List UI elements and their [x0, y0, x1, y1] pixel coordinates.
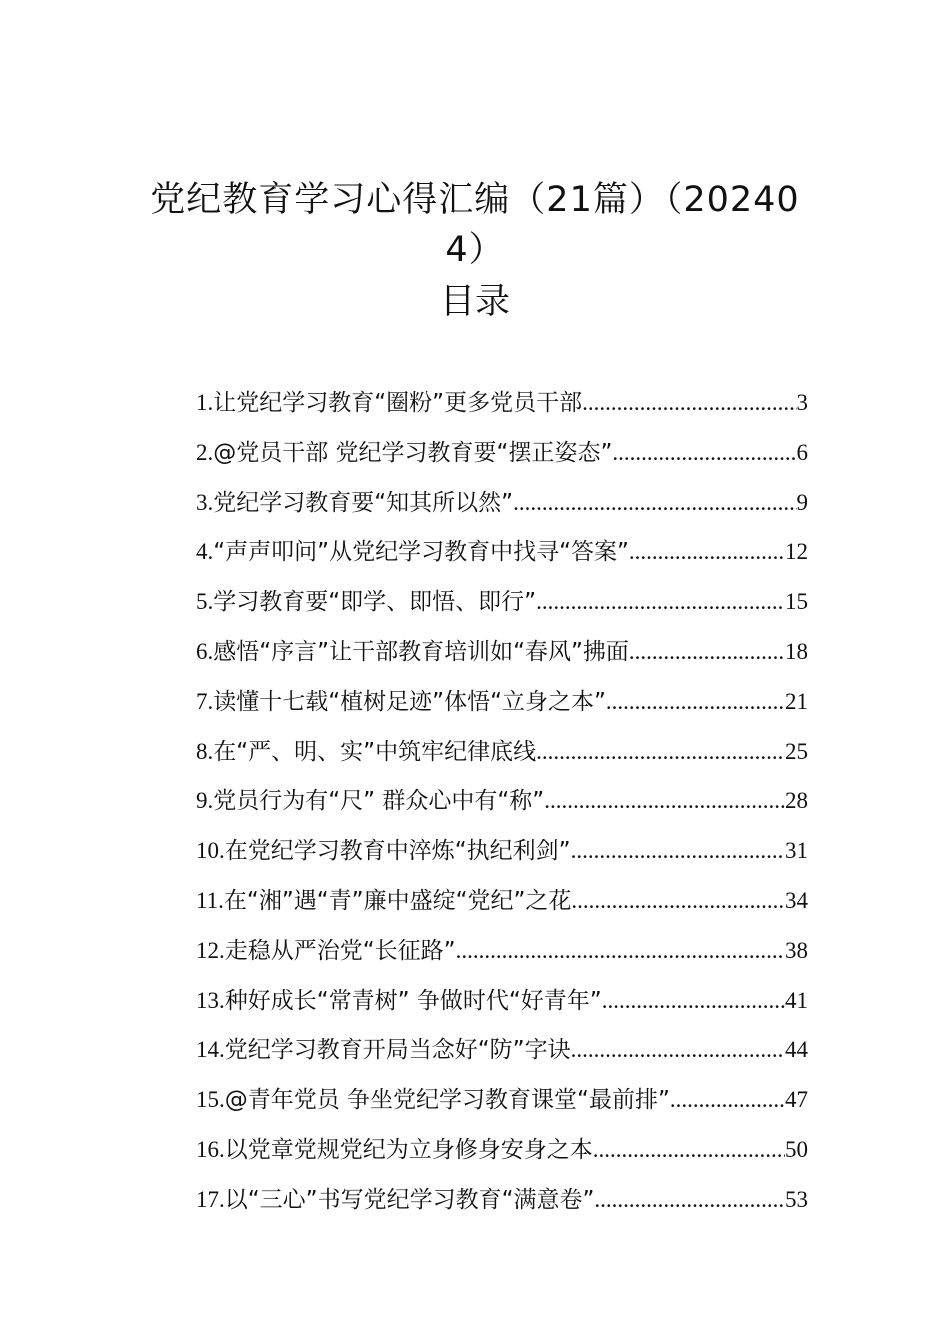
toc-entry-number: 17.: [196, 1186, 225, 1212]
toc-entry-number: 13.: [196, 987, 225, 1013]
toc-dot-leader: [593, 1125, 785, 1175]
toc-entry-title: 读懂十七载“植树足迹”体悟“立身之本”: [213, 688, 606, 715]
toc-entry-title: 以“三心”书写党纪学习教育“满意卷”: [224, 1186, 595, 1213]
toc-entry-page-number: 18: [785, 638, 808, 664]
toc-entry[interactable]: [196, 1175, 808, 1225]
toc-entry[interactable]: [196, 727, 808, 777]
toc-entry-number: 16.: [196, 1136, 225, 1162]
toc-heading: 目录: [439, 282, 510, 322]
toc-dot-leader: [571, 826, 785, 876]
toc-entry[interactable]: [196, 428, 808, 478]
toc-entry-title: 种好成长“常青树” 争做时代“好青年”: [224, 987, 602, 1014]
toc-entry-number: 15.: [196, 1087, 225, 1113]
toc-entry-title: @青年党员 争坐党纪学习教育课堂“最前排”: [224, 1087, 670, 1114]
toc-entry-title: 学习教育要“即学、即悟、即行”: [213, 589, 537, 616]
toc-dot-leader: [606, 677, 785, 727]
toc-entry-page-number: 3: [796, 390, 808, 415]
toc-entry-page-number: 21: [785, 688, 808, 714]
toc-dot-leader: [571, 876, 785, 926]
toc-entry-page-number: 31: [785, 838, 808, 864]
toc-entry-page-number: 41: [785, 987, 808, 1013]
toc-entry-page-number: 12: [785, 539, 808, 565]
toc-entry-number: 3.: [196, 489, 214, 515]
toc-entry-number: 9.: [196, 788, 214, 814]
toc-entry[interactable]: [196, 677, 808, 727]
toc-entry-number: 7.: [196, 688, 214, 714]
toc-entry-title: 以党章党规党纪为立身修身安身之本: [224, 1136, 593, 1163]
table-of-contents: [196, 378, 808, 1225]
document-title-line-2: 4）: [445, 230, 505, 270]
toc-entry-title: 党纪学习教育要“知其所以然”: [213, 489, 514, 516]
toc-entry-title: 党纪学习教育开局当念好“防”字诀: [224, 1037, 571, 1064]
toc-dot-leader: [582, 378, 796, 428]
toc-entry[interactable]: [196, 1125, 808, 1175]
toc-entry-title: 感悟“序言”让干部教育培训如“春风”拂面: [213, 638, 629, 665]
toc-entry-title: 党员行为有“尺” 群众心中有“称”: [213, 788, 545, 815]
toc-entry-page-number: 9: [796, 489, 808, 515]
toc-entry[interactable]: [196, 826, 808, 876]
toc-entry[interactable]: [196, 976, 808, 1026]
toc-dot-leader: [513, 478, 796, 528]
toc-entry[interactable]: [196, 627, 808, 677]
toc-entry-number: 8.: [196, 738, 214, 764]
toc-entry-number: 2.: [196, 439, 214, 465]
toc-entry[interactable]: [196, 876, 808, 926]
toc-entry[interactable]: [196, 776, 808, 826]
toc-dot-leader: [629, 627, 785, 677]
toc-entry[interactable]: [196, 1075, 808, 1125]
toc-entry[interactable]: [196, 478, 808, 528]
toc-dot-leader: [544, 776, 785, 826]
toc-entry-page-number: 34: [785, 887, 808, 913]
toc-entry-number: 11.: [196, 887, 224, 913]
toc-entry-page-number: 38: [785, 937, 808, 963]
toc-dot-leader: [602, 976, 785, 1026]
toc-entry[interactable]: [196, 577, 808, 627]
toc-entry-page-number: 53: [785, 1186, 808, 1212]
toc-entry-title: “声声叩问”从党纪学习教育中找寻“答案”: [213, 539, 629, 566]
toc-dot-leader: [571, 1025, 785, 1075]
toc-entry-number: 6.: [196, 638, 214, 664]
toc-entry-number: 12.: [196, 937, 225, 963]
toc-entry-page-number: 47: [785, 1087, 808, 1113]
toc-entry[interactable]: [196, 926, 808, 976]
toc-dot-leader: [536, 577, 785, 627]
toc-dot-leader: [612, 428, 796, 478]
toc-entry-title: 走稳从严治党“长征路”: [224, 937, 456, 964]
toc-entry-title: 在“湘”遇“青”廉中盛绽“党纪”之花: [223, 887, 572, 914]
toc-entry-title: 在党纪学习教育中淬炼“执纪利剑”: [224, 838, 571, 865]
toc-entry-page-number: 15: [785, 589, 808, 615]
toc-dot-leader: [629, 527, 785, 577]
toc-dot-leader: [670, 1075, 785, 1125]
toc-entry-number: 14.: [196, 1037, 225, 1063]
toc-entry-title: 在“严、明、实”中筑牢纪律底线: [213, 738, 537, 765]
toc-entry-number: 4.: [196, 539, 214, 565]
toc-entry-title: 让党纪学习教育“圈粉”更多党员干部: [213, 390, 583, 416]
toc-entry-page-number: 25: [785, 738, 808, 764]
toc-entry-number: 10.: [196, 838, 225, 864]
toc-entry-page-number: 44: [785, 1037, 808, 1063]
toc-entry[interactable]: [196, 378, 808, 428]
toc-entry-page-number: 50: [785, 1136, 808, 1162]
toc-entry[interactable]: [196, 527, 808, 577]
document-title-line-1: 党纪教育学习心得汇编（21篇）（20240: [150, 180, 800, 220]
toc-entry-number: 1.: [196, 390, 214, 415]
toc-dot-leader: [456, 926, 785, 976]
toc-dot-leader: [536, 727, 785, 777]
toc-entry-page-number: 6: [796, 439, 808, 465]
toc-entry-page-number: 28: [785, 788, 808, 814]
toc-entry-title: @党员干部 党纪学习教育要“摆正姿态”: [213, 439, 613, 466]
toc-entry-number: 5.: [196, 589, 214, 615]
toc-dot-leader: [594, 1175, 785, 1225]
toc-entry[interactable]: [196, 1025, 808, 1075]
